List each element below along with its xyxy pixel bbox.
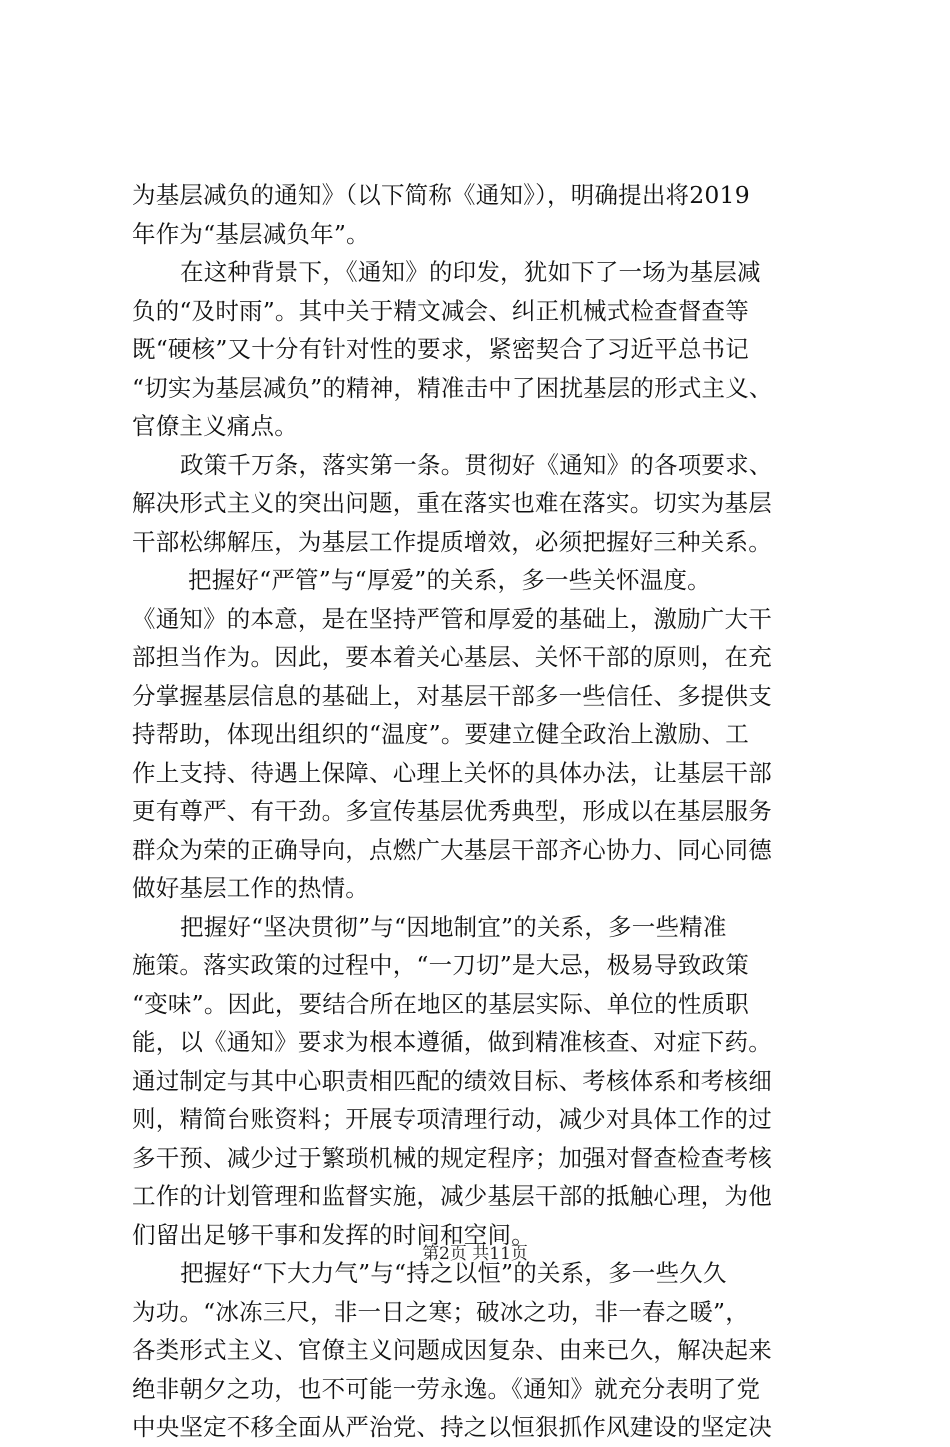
text-line: 通过制定与其中心职责相匹配的绩效目标、考核体系和考核细: [132, 1066, 772, 1095]
text-line: 既“硬核”又十分有针对性的要求，紧密契合了习近平总书记: [132, 335, 749, 363]
text-line: 把握好“坚决贯彻”与“因地制宜”的关系，多一些精准: [180, 912, 727, 941]
text-line: 《通知》的本意，是在坚持严管和厚爱的基础上，激励广大干: [132, 604, 772, 633]
text-line: 政策千万条，落实第一条。贯彻好《通知》的各项要求、: [180, 450, 773, 479]
text-line: “变味”。因此，要结合所在地区的基层实际、单位的性质职: [132, 989, 749, 1018]
text-line: 分掌握基层信息的基础上，对基层干部多一些信任、多提供支: [132, 681, 772, 710]
text-line: 官僚主义痛点。: [132, 412, 298, 440]
text-line: 负的“及时雨”。其中关于精文减会、纠正机械式检查督查等: [132, 296, 749, 325]
text-line: 部担当作为。因此，要本着关心基层、关怀干部的原则，在充: [132, 643, 772, 671]
text-line: 干部松绑解压，为基层工作提质增效，必须把握好三种关系。: [132, 527, 772, 556]
text-line: 群众为荣的正确导向，点燃广大基层干部齐心协力、同心同德: [132, 835, 772, 864]
text-line: 各类形式主义、官僚主义问题成因复杂、由来已久，解决起来: [132, 1336, 772, 1364]
text-line: 更有尊严、有干劲。多宣传基层优秀典型，形成以在基层服务: [132, 797, 772, 825]
text-line: 把握好“下大力气”与“持之以恒”的关系，多一些久久: [180, 1259, 727, 1287]
text-line: 则，精简台账资料；开展专项清理行动，减少对具体工作的过: [132, 1105, 772, 1133]
text-line: 多干预、减少过于繁琐机械的规定程序；加强对督查检查考核: [132, 1143, 772, 1172]
page-footer: [0, 1242, 950, 1266]
text-line: 为功。“冰冻三尺，非一日之寒；破冰之功，非一春之暖”，: [132, 1297, 749, 1326]
text-line: 在这种背景下，《通知》的印发，犹如下了一场为基层减: [180, 258, 761, 286]
text-line: 中央坚定不移全面从严治党、持之以恒狠抓作风建设的坚定决: [132, 1413, 772, 1441]
text-line: 能，以《通知》要求为根本遵循，做到精准核查、对症下药。: [132, 1028, 772, 1056]
text-line: 解决形式主义的突出问题，重在落实也难在落实。切实为基层: [132, 489, 772, 517]
text-line: 们留出足够干事和发挥的时间和空间。: [132, 1220, 535, 1249]
text-line: 工作的计划管理和监督实施，减少基层干部的抵触心理，为他: [132, 1182, 772, 1210]
text-line: 持帮助，体现出组织的“温度”。要建立健全政治上激励、工: [132, 720, 749, 748]
text-line: 绝非朝夕之功，也不可能一劳永逸。《通知》就充分表明了党: [132, 1374, 761, 1403]
text-line: “切实为基层减负”的精神，精准击中了困扰基层的形式主义、: [132, 373, 773, 402]
text-line: 做好基层工作的热情。: [132, 874, 369, 902]
text-line: 施策。落实政策的过程中，“一刀切”是大忌，极易导致政策: [132, 951, 749, 979]
text-line: 为基层减负的通知》（以下简称《通知》），明确提出将2019: [132, 181, 750, 209]
text-line: 年作为“基层减负年”。: [132, 219, 370, 248]
text-line: 作上支持、待遇上保障、心理上关怀的具体办法，让基层干部: [132, 758, 772, 787]
text-line: 把握好“严管”与“厚爱”的关系，多一些关怀温度。: [188, 566, 711, 594]
page-number-label: 第2页 共11页: [422, 1244, 528, 1264]
